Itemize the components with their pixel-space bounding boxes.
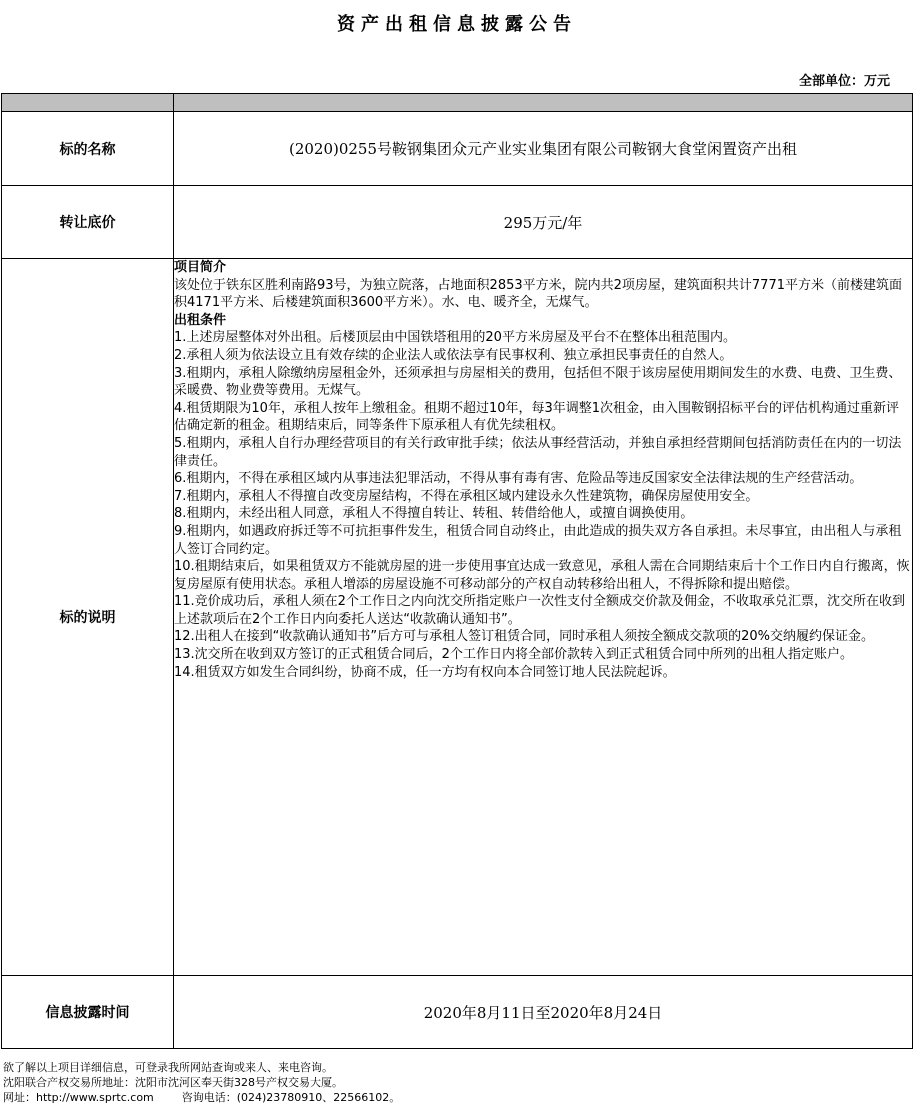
desc-label: 标的说明: [2, 259, 174, 976]
condition-item: 1.上述房屋整体对外出租。后楼顶层由中国铁塔租用的20平方米房屋及平台不在整体出租范围内。: [174, 330, 736, 346]
condition-item: 13.沈交所在收到双方签订的正式租赁合同后，2个工作日内将全部价款转入到正式租赁合同中所列的出租人指定账户。: [174, 647, 853, 663]
footer-info: [3, 1060, 400, 1105]
condition-item: 11.竞价成功后，承租人须在2个工作日之内向沈交所指定账户一次性支付全额成交价款及佣金，不收取承兑汇票，沈交所在收到上述款项后在2个工作日内向委托人送达“收款确认通知书”。: [174, 594, 905, 627]
condition-item: 8.租期内，未经出租人同意，承租人不得擅自转让、转租、转借给他人，或擅自调换使用。: [174, 506, 694, 522]
condition-item: 6.租期内，不得在承租区域内从事违法犯罪活动，不得从事有毒有害、危险品等违反国家安全法律法规的生产经营活动。: [174, 471, 863, 487]
condition-item: 3.租期内，承租人除缴纳房屋租金外，还须承担与房屋相关的费用，包括但不限于该房屋使用期间发生的水费、电费、卫生费、采暖费、物业费等费用。无煤气。: [174, 365, 902, 399]
condition-item: 2.承租人须为依法设立且有效存续的企业法人或依法享有民事权利、独立承担民事责任的自然人。: [174, 347, 733, 363]
footer-line: 沈阳联合产权交易所地址：沈阳市沈河区奉天街328号产权交易大厦。: [3, 1076, 343, 1089]
time-value: 2020年8月11日至2020年8月24日: [174, 976, 913, 1049]
footer-line: 网址：http://www.sprtc.com 咨询电话：(024)23780910、22566102。: [3, 1091, 401, 1104]
intro-title: 项目简介: [174, 260, 227, 275]
table-header-row: [2, 94, 913, 112]
description-cell: [174, 259, 913, 976]
intro-text: 该处位于铁东区胜利南路93号，为独立院落，占地面积2853平方米，院内共2项房屋，建筑面积共计7771平方米（前楼建筑面积4171平方米、后楼建筑面积3600平方米）。水、电、暖齐全，无煤气。: [174, 277, 902, 311]
price-label: 转让底价: [2, 186, 174, 259]
price-value: 295万元/年: [174, 186, 913, 259]
footer-line: 欲了解以上项目详细信息，可登录我所网站查询或来人、来电咨询。: [3, 1061, 333, 1074]
condition-item: 4.租赁期限为10年，承租人按年上缴租金。租期不超过10年，每3年调整1次租金，由入围鞍钢招标平台的评估机构通过重新评估确定新的租金。租期结束后，同等条件下原承租人有优先续租权。: [174, 400, 900, 434]
table-row: [2, 259, 913, 976]
condition-item: 9.租期内，如遇政府拆迁等不可抗拒事件发生，租赁合同自动终止，由此造成的损失双方各自承担。未尽事宜，由出租人与承租人签订合同约定。: [174, 523, 902, 557]
name-value: (2020)0255号鞍钢集团众元产业实业集团有限公司鞍钢大食堂闲置资产出租: [174, 112, 913, 186]
condition-item: 7.租期内，承租人不得擅自改变房屋结构，不得在承租区域内建设永久性建筑物，确保房屋使用安全。: [174, 488, 759, 504]
conditions-title: 出租条件: [174, 312, 227, 328]
table-row: [2, 186, 913, 259]
header-cell-right: [174, 94, 913, 112]
name-label: 标的名称: [2, 112, 174, 186]
header-cell-left: [2, 94, 174, 112]
table-row: [2, 112, 913, 186]
condition-item: 14.租赁双方如发生合同纠纷，协商不成，任一方均有权向本合同签订地人民法院起诉。: [174, 664, 676, 680]
condition-item: 12.出租人在接到“收款确认通知书”后方可与承租人签订租赁合同，同时承租人须按全额成交款项的20%交纳履约保证金。: [174, 629, 875, 645]
time-label: 信息披露时间: [2, 976, 174, 1049]
table-row: [2, 976, 913, 1049]
unit-note: 全部单位：万元: [798, 74, 890, 89]
notice-table: [1, 93, 913, 1049]
page-title: 资产出租信息披露公告: [337, 14, 577, 35]
condition-item: 10.租期结束后，如果租赁双方不能就房屋的进一步使用事宜达成一致意见，承租人需在合同期结束后十个工作日内自行搬离，恢复房屋原有使用状态。承租人增添的房屋设施不可移动部分的产权自动转移给出租人，不得拆除和提出赔偿。: [174, 559, 910, 592]
condition-item: 5.租期内，承租人自行办理经营项目的有关行政审批手续；依法从事经营活动，并独自承担经营期间包括消防责任在内的一切法律责任。: [174, 435, 902, 469]
